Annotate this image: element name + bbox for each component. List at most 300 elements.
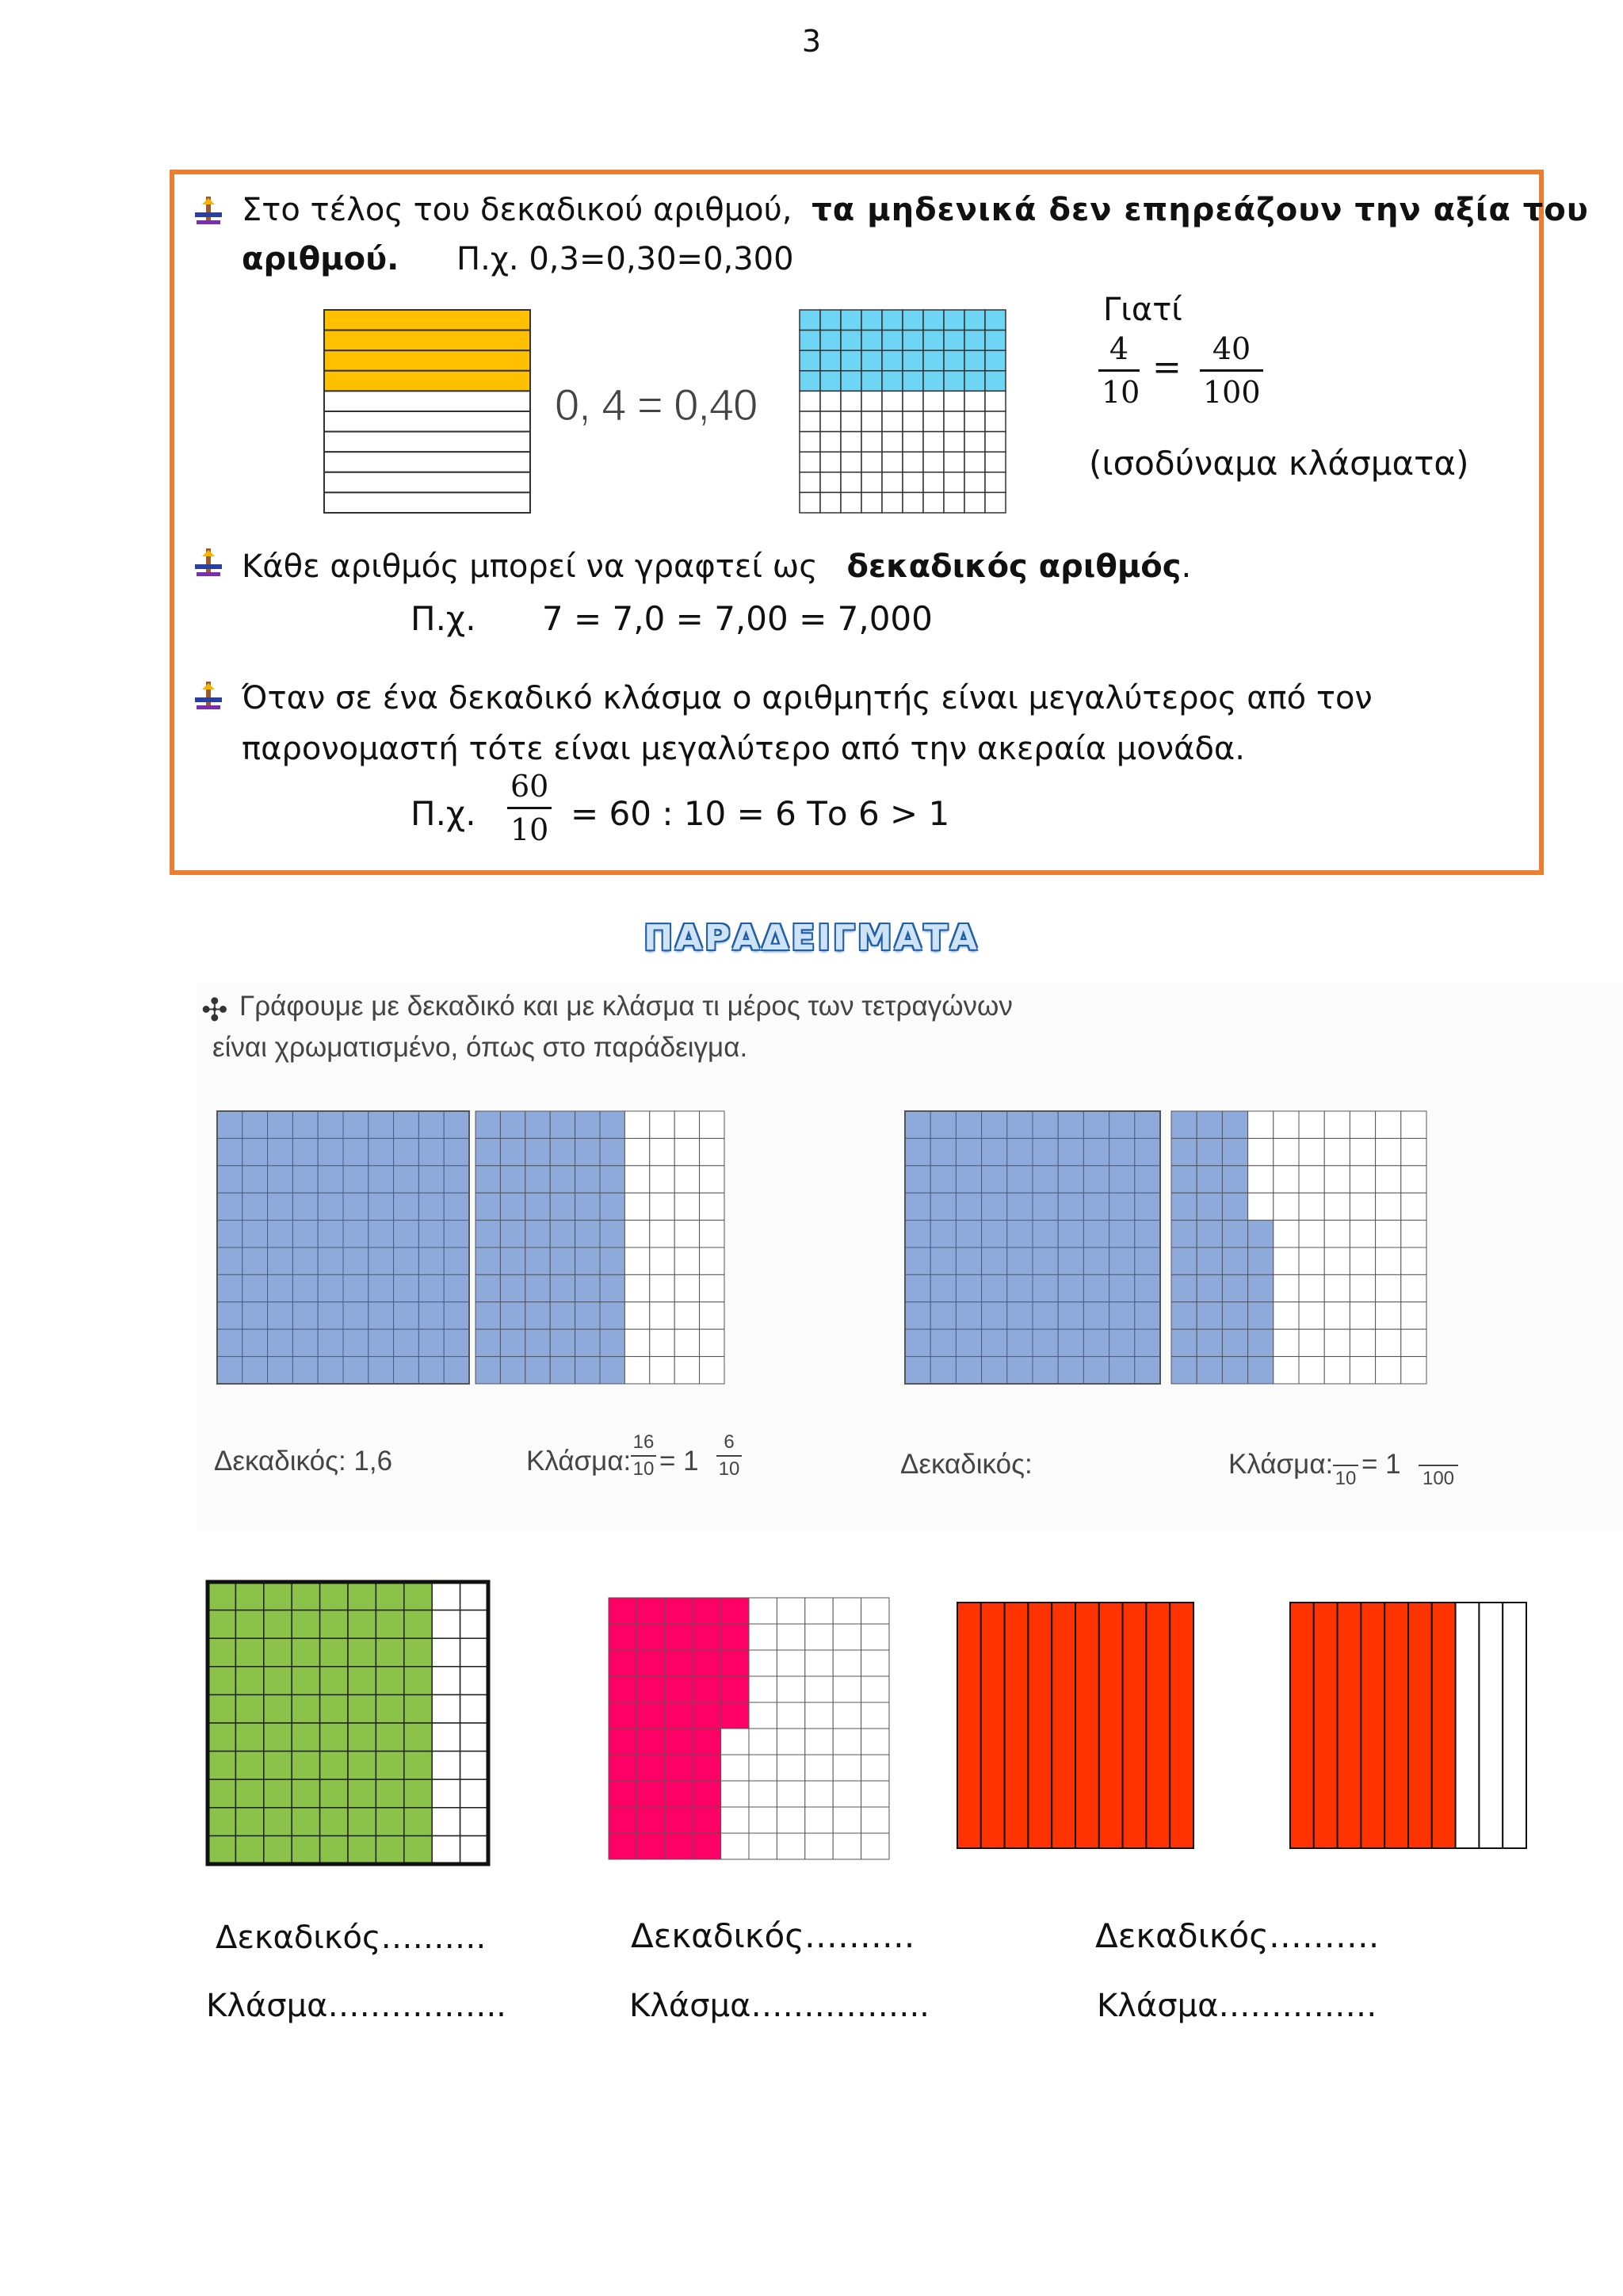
ex2-cell bbox=[956, 1329, 981, 1356]
fraction-answer-3[interactable]: Κλάσμα…………… bbox=[1097, 1988, 1377, 2024]
ex2-cell bbox=[1274, 1302, 1299, 1329]
pink-cell bbox=[833, 1702, 861, 1729]
green-cell bbox=[208, 1667, 235, 1695]
ex1-cell bbox=[418, 1138, 444, 1165]
ex2-cell bbox=[1007, 1166, 1033, 1193]
ex1-cell bbox=[674, 1111, 699, 1138]
hundredth-cell bbox=[841, 310, 861, 330]
tenth-strip bbox=[324, 472, 530, 493]
green-cell bbox=[320, 1723, 348, 1752]
green-cell bbox=[376, 1582, 403, 1610]
green-cell bbox=[404, 1638, 432, 1667]
hundredth-cell bbox=[861, 391, 882, 411]
hundredth-cell bbox=[923, 432, 944, 453]
ex1-cell bbox=[525, 1111, 550, 1138]
hundredth-cell bbox=[882, 350, 903, 371]
ex1-cell bbox=[575, 1193, 600, 1220]
hundredth-cell bbox=[985, 492, 1006, 513]
pink-cell bbox=[861, 1833, 889, 1859]
ex1-cell bbox=[475, 1111, 500, 1138]
ex1-cell bbox=[674, 1274, 699, 1301]
ex2-cell bbox=[1197, 1302, 1222, 1329]
ex2-cell bbox=[1171, 1221, 1197, 1247]
ex2-cell bbox=[1376, 1221, 1401, 1247]
ex2-cell bbox=[1324, 1302, 1350, 1329]
ex2-cell bbox=[1171, 1138, 1197, 1165]
ex2-cell bbox=[1109, 1193, 1135, 1220]
ex2-cell bbox=[1324, 1329, 1350, 1356]
hundredth-cell bbox=[903, 492, 923, 513]
pink-cell bbox=[693, 1624, 720, 1650]
ex2-cell bbox=[1058, 1166, 1083, 1193]
hundredth-cell bbox=[944, 452, 964, 472]
ex2-cell bbox=[1058, 1357, 1083, 1384]
ex1-equals: = 1 bbox=[659, 1446, 699, 1477]
ex1-cell bbox=[418, 1166, 444, 1193]
ex1-cell bbox=[700, 1329, 724, 1356]
ex2-cell bbox=[1222, 1221, 1247, 1247]
pink-cell bbox=[636, 1729, 664, 1755]
hundredth-cell bbox=[923, 411, 944, 432]
decimal-answer-1[interactable]: Δεκαδικός………. bbox=[216, 1920, 487, 1956]
green-cell bbox=[348, 1667, 376, 1695]
numerator: 16 bbox=[632, 1431, 655, 1453]
ex2-cell bbox=[1007, 1111, 1033, 1138]
decimal-answer-3[interactable]: Δεκαδικός………. bbox=[1095, 1916, 1380, 1955]
ex1-cell bbox=[318, 1138, 343, 1165]
pink-cell bbox=[665, 1755, 693, 1781]
ex1-cell bbox=[674, 1166, 699, 1193]
ex2-cell bbox=[905, 1247, 930, 1274]
ex2-cell bbox=[1058, 1138, 1083, 1165]
ex1-cell bbox=[550, 1193, 575, 1220]
green-cell bbox=[460, 1582, 488, 1610]
hundredth-cell bbox=[985, 310, 1006, 330]
equivalent-fractions-note: (ισοδύναμα κλάσματα) bbox=[1089, 444, 1469, 483]
ex2-cell bbox=[1324, 1111, 1350, 1138]
ex1-cell bbox=[674, 1329, 699, 1356]
ex2-cell bbox=[982, 1357, 1007, 1384]
ex2-cell bbox=[956, 1302, 981, 1329]
green-cell bbox=[292, 1836, 319, 1864]
green-grid-figure bbox=[204, 1579, 491, 1867]
ex2-cell bbox=[930, 1247, 956, 1274]
ex2-decimal: Δεκαδικός: bbox=[900, 1449, 1033, 1480]
red-strips-figure-2 bbox=[1289, 1601, 1529, 1851]
denominator: 10 bbox=[1102, 375, 1140, 410]
hundredth-cell bbox=[923, 391, 944, 411]
ex2-cell bbox=[1274, 1247, 1299, 1274]
ex1-cell bbox=[500, 1302, 525, 1329]
hundredth-cell bbox=[903, 330, 923, 351]
equals-sign: = bbox=[1152, 347, 1182, 388]
red-strip bbox=[1338, 1603, 1361, 1848]
pink-cell bbox=[833, 1598, 861, 1624]
ex2-cell bbox=[1376, 1166, 1401, 1193]
ex2-cell bbox=[1135, 1357, 1160, 1384]
ex2-cell bbox=[1197, 1111, 1222, 1138]
ex2-cell bbox=[1083, 1357, 1109, 1384]
ex2-cell bbox=[1171, 1166, 1197, 1193]
ex2-cell bbox=[1007, 1138, 1033, 1165]
ex2-cell bbox=[1135, 1302, 1160, 1329]
ex1-cell bbox=[500, 1166, 525, 1193]
green-cell bbox=[208, 1638, 235, 1667]
hundredth-cell bbox=[882, 330, 903, 351]
ex2-cell bbox=[905, 1111, 930, 1138]
pink-cell bbox=[636, 1807, 664, 1833]
hundredth-cell bbox=[882, 472, 903, 493]
ex1-cell bbox=[550, 1357, 575, 1384]
pink-cell bbox=[609, 1650, 636, 1676]
ex1-cell bbox=[674, 1357, 699, 1384]
hundredth-cell bbox=[841, 330, 861, 351]
ex2-cell bbox=[982, 1329, 1007, 1356]
ex1-cell bbox=[444, 1329, 469, 1356]
ex1-cell bbox=[394, 1302, 419, 1329]
pink-cell bbox=[861, 1781, 889, 1807]
ex1-cell bbox=[624, 1138, 649, 1165]
ex2-cell bbox=[1083, 1221, 1109, 1247]
ex1-cell bbox=[369, 1302, 394, 1329]
ex2-cell bbox=[1350, 1221, 1375, 1247]
ex2-cell bbox=[1376, 1111, 1401, 1138]
hundredth-cell bbox=[861, 411, 882, 432]
ex2-cell bbox=[1350, 1193, 1375, 1220]
why-label: Γιατί bbox=[1103, 292, 1182, 328]
hundredth-cell bbox=[923, 330, 944, 351]
hundredth-cell bbox=[903, 411, 923, 432]
pink-cell bbox=[861, 1702, 889, 1729]
ex2-cell bbox=[1299, 1302, 1324, 1329]
ex1-cell bbox=[700, 1166, 724, 1193]
ex2-cell bbox=[1033, 1329, 1058, 1356]
ex1-cell bbox=[500, 1111, 525, 1138]
ex1-cell bbox=[444, 1221, 469, 1247]
ex1-cell bbox=[394, 1247, 419, 1274]
pink-cell bbox=[693, 1650, 720, 1676]
hundredth-cell bbox=[944, 472, 964, 493]
hundredth-cell bbox=[800, 411, 820, 432]
ex1-cell bbox=[292, 1329, 318, 1356]
red-strip bbox=[1075, 1603, 1099, 1848]
ex1-cell bbox=[418, 1193, 444, 1220]
ex2-cell bbox=[1248, 1357, 1274, 1384]
pink-cell bbox=[749, 1781, 777, 1807]
green-cell bbox=[320, 1610, 348, 1639]
green-cell bbox=[264, 1638, 292, 1667]
ex2-cell bbox=[1007, 1274, 1033, 1301]
pink-cell bbox=[721, 1702, 749, 1729]
green-cell bbox=[208, 1808, 235, 1836]
ex1-cell bbox=[700, 1247, 724, 1274]
ex2-cell bbox=[956, 1274, 981, 1301]
ex1-cell bbox=[369, 1357, 394, 1384]
ex2-cell bbox=[1222, 1247, 1247, 1274]
green-cell bbox=[208, 1610, 235, 1639]
pink-cell bbox=[861, 1650, 889, 1676]
ex1-cell bbox=[525, 1221, 550, 1247]
ex2-cell bbox=[930, 1302, 956, 1329]
fraction-answer-1[interactable]: Κλάσμα…………….. bbox=[206, 1988, 506, 2024]
ex1-cell bbox=[418, 1221, 444, 1247]
ex2-cell bbox=[1197, 1138, 1222, 1165]
ex1-cell bbox=[475, 1302, 500, 1329]
pink-cell bbox=[805, 1624, 833, 1650]
hundredth-cell bbox=[944, 330, 964, 351]
ex1-cell bbox=[343, 1138, 369, 1165]
ex2-cell bbox=[930, 1138, 956, 1165]
green-cell bbox=[348, 1582, 376, 1610]
green-cell bbox=[208, 1582, 235, 1610]
ex2-cell bbox=[1324, 1193, 1350, 1220]
green-cell bbox=[348, 1808, 376, 1836]
green-cell bbox=[404, 1667, 432, 1695]
hundredth-cell bbox=[985, 350, 1006, 371]
hundredth-cell bbox=[903, 391, 923, 411]
hundredth-cell bbox=[882, 411, 903, 432]
ex2-cell bbox=[1197, 1357, 1222, 1384]
hundredth-cell bbox=[964, 452, 985, 472]
hundredth-cell bbox=[861, 492, 882, 513]
green-cell bbox=[376, 1694, 403, 1723]
rule1-bold-end: αριθμού. bbox=[242, 241, 399, 277]
ex1-cell bbox=[343, 1166, 369, 1193]
green-cell bbox=[208, 1694, 235, 1723]
ex1-fraction bbox=[631, 1431, 656, 1480]
ex2-cell bbox=[930, 1221, 956, 1247]
pink-cell bbox=[833, 1624, 861, 1650]
green-cell bbox=[376, 1610, 403, 1639]
ex1-cell bbox=[268, 1166, 293, 1193]
rule2-example: 7 = 7,0 = 7,00 = 7,000 bbox=[541, 599, 933, 638]
ex2-cell bbox=[1135, 1193, 1160, 1220]
hundredth-cell bbox=[800, 472, 820, 493]
ex1-cell bbox=[394, 1221, 419, 1247]
decimal-answer-2[interactable]: Δεκαδικός………. bbox=[631, 1916, 915, 1955]
red-strip bbox=[1170, 1603, 1193, 1848]
hundredth-cell bbox=[944, 492, 964, 513]
ex1-cell bbox=[292, 1247, 318, 1274]
ex2-cell bbox=[1299, 1247, 1324, 1274]
red-strip bbox=[981, 1603, 1005, 1848]
green-cell bbox=[320, 1667, 348, 1695]
pink-cell bbox=[749, 1729, 777, 1755]
fraction-60-10 bbox=[507, 769, 552, 847]
ex2-cell bbox=[1171, 1329, 1197, 1356]
tenths-grid-figure bbox=[322, 308, 533, 515]
green-cell bbox=[292, 1752, 319, 1780]
numerator: 6 bbox=[724, 1431, 735, 1453]
pink-cell bbox=[805, 1676, 833, 1702]
fraction-answer-2[interactable]: Κλάσμα…………….. bbox=[629, 1988, 930, 2024]
ex1-cell bbox=[500, 1329, 525, 1356]
pink-cell bbox=[721, 1676, 749, 1702]
ex1-cell bbox=[624, 1329, 649, 1356]
pink-cell bbox=[665, 1624, 693, 1650]
pink-cell bbox=[833, 1807, 861, 1833]
hundredth-cell bbox=[964, 330, 985, 351]
ex2-cell bbox=[1033, 1166, 1058, 1193]
ex2-mixed-fraction bbox=[1419, 1441, 1458, 1490]
ex2-cell bbox=[1058, 1274, 1083, 1301]
ex1-cell bbox=[394, 1111, 419, 1138]
green-cell bbox=[460, 1723, 488, 1752]
ex2-cell bbox=[1171, 1111, 1197, 1138]
ex2-cell bbox=[1033, 1221, 1058, 1247]
ex2-cell bbox=[1274, 1357, 1299, 1384]
hundredth-cell bbox=[820, 472, 841, 493]
ex1-cell bbox=[525, 1357, 550, 1384]
ex1-cell bbox=[700, 1138, 724, 1165]
ex2-cell bbox=[1248, 1221, 1274, 1247]
pink-cell bbox=[805, 1833, 833, 1859]
pink-cell bbox=[805, 1781, 833, 1807]
hundredth-cell bbox=[800, 452, 820, 472]
ex1-cell bbox=[700, 1357, 724, 1384]
rule3-line1: Όταν σε ένα δεκαδικό κλάσμα ο αριθμητής είναι μεγαλύτερος από τον bbox=[242, 680, 1373, 716]
ex2-cell bbox=[1197, 1329, 1222, 1356]
ex2-cell bbox=[1324, 1138, 1350, 1165]
green-cell bbox=[264, 1808, 292, 1836]
ex1-decimal: Δεκαδικός: 1,6 bbox=[214, 1446, 393, 1477]
ex1-cell bbox=[292, 1166, 318, 1193]
pink-cell bbox=[749, 1624, 777, 1650]
ex1-cell bbox=[525, 1138, 550, 1165]
ex2-cell bbox=[905, 1193, 930, 1220]
ex2-cell bbox=[1324, 1221, 1350, 1247]
ex2-cell bbox=[1083, 1302, 1109, 1329]
green-cell bbox=[235, 1836, 263, 1864]
ex2-cell bbox=[1299, 1221, 1324, 1247]
hundredths-grid-figure bbox=[797, 308, 1008, 515]
ex2-cell bbox=[1135, 1166, 1160, 1193]
green-cell bbox=[348, 1779, 376, 1808]
ex1-cell bbox=[292, 1302, 318, 1329]
ex2-cell bbox=[1401, 1138, 1426, 1165]
pink-cell bbox=[721, 1624, 749, 1650]
green-cell bbox=[320, 1752, 348, 1780]
exercise-line1: Γράφουμε με δεκαδικό και με κλάσμα τι μέρος των τετραγώνων bbox=[239, 991, 1013, 1022]
pink-cell bbox=[861, 1729, 889, 1755]
green-cell bbox=[292, 1694, 319, 1723]
ex1-cell bbox=[394, 1193, 419, 1220]
red-strip bbox=[1408, 1603, 1432, 1848]
ex2-cell bbox=[1401, 1221, 1426, 1247]
green-cell bbox=[460, 1694, 488, 1723]
green-cell bbox=[292, 1610, 319, 1639]
pink-cell bbox=[609, 1755, 636, 1781]
rule1-bold: τα μηδενικά δεν επηρεάζουν την αξία του bbox=[812, 192, 1589, 228]
ex2-cell bbox=[1222, 1329, 1247, 1356]
ex1-cell bbox=[217, 1111, 242, 1138]
red-strip bbox=[1479, 1603, 1503, 1848]
ex1-cell bbox=[550, 1111, 575, 1138]
ex2-cell bbox=[1058, 1111, 1083, 1138]
ex1-cell bbox=[575, 1111, 600, 1138]
ex1-cell bbox=[369, 1166, 394, 1193]
hundredth-cell bbox=[964, 411, 985, 432]
ex2-cell bbox=[930, 1329, 956, 1356]
ex1-cell bbox=[318, 1193, 343, 1220]
pink-cell bbox=[833, 1676, 861, 1702]
ex2-cell bbox=[1248, 1274, 1274, 1301]
rule1-example: Π.χ. 0,3=0,30=0,300 bbox=[456, 241, 794, 277]
ex1-cell bbox=[444, 1302, 469, 1329]
ex1-cell bbox=[242, 1302, 268, 1329]
ex1-cell bbox=[444, 1166, 469, 1193]
ex1-cell bbox=[242, 1166, 268, 1193]
green-cell bbox=[208, 1752, 235, 1780]
green-cell bbox=[292, 1808, 319, 1836]
hundredth-cell bbox=[985, 371, 1006, 392]
ex1-cell bbox=[700, 1221, 724, 1247]
hundredth-cell bbox=[820, 452, 841, 472]
ex2-cell bbox=[1401, 1274, 1426, 1301]
pink-cell bbox=[665, 1598, 693, 1624]
ex1-cell bbox=[575, 1329, 600, 1356]
ex1-cell bbox=[525, 1193, 550, 1220]
ex1-cell bbox=[217, 1138, 242, 1165]
ex2-cell bbox=[1376, 1357, 1401, 1384]
ex2-cell bbox=[905, 1221, 930, 1247]
ex2-cell bbox=[1135, 1247, 1160, 1274]
pink-cell bbox=[833, 1650, 861, 1676]
hundredth-cell bbox=[820, 391, 841, 411]
hundredth-cell bbox=[964, 492, 985, 513]
ex1-fraction-label: Κλάσμα: bbox=[526, 1446, 632, 1477]
green-cell bbox=[376, 1667, 403, 1695]
ex2-cell bbox=[1350, 1111, 1375, 1138]
red-strip bbox=[1123, 1603, 1147, 1848]
pink-cell bbox=[805, 1702, 833, 1729]
ex1-cell bbox=[575, 1221, 600, 1247]
green-cell bbox=[235, 1638, 263, 1667]
ex1-cell bbox=[575, 1302, 600, 1329]
green-cell bbox=[376, 1836, 403, 1864]
four-point-star-icon: ✣ bbox=[201, 992, 228, 1029]
hundredth-cell bbox=[800, 330, 820, 351]
numerator: 60 bbox=[510, 769, 549, 804]
ex2-cell bbox=[1109, 1302, 1135, 1329]
green-cell bbox=[432, 1808, 460, 1836]
ex1-cell bbox=[418, 1357, 444, 1384]
hundredth-cell bbox=[964, 371, 985, 392]
arrow-bullet-icon bbox=[195, 197, 222, 227]
pink-cell bbox=[805, 1807, 833, 1833]
ex1-cell bbox=[700, 1193, 724, 1220]
pink-cell bbox=[665, 1702, 693, 1729]
ex1-cell bbox=[418, 1247, 444, 1274]
tenth-strip bbox=[324, 391, 530, 411]
ex1-cell bbox=[268, 1221, 293, 1247]
denominator: 10 bbox=[718, 1458, 740, 1480]
ex1-cell bbox=[475, 1138, 500, 1165]
green-cell bbox=[404, 1779, 432, 1808]
pink-cell bbox=[693, 1807, 720, 1833]
green-cell bbox=[264, 1723, 292, 1752]
hundredth-cell bbox=[903, 350, 923, 371]
ex2-cell bbox=[905, 1329, 930, 1356]
denominator: 100 bbox=[1203, 375, 1261, 410]
pink-cell bbox=[721, 1650, 749, 1676]
ex1-cell bbox=[217, 1329, 242, 1356]
pink-cell bbox=[777, 1807, 804, 1833]
ex1-cell bbox=[242, 1111, 268, 1138]
ex1-cell bbox=[292, 1138, 318, 1165]
ex1-cell bbox=[292, 1193, 318, 1220]
ex2-cell bbox=[1274, 1274, 1299, 1301]
